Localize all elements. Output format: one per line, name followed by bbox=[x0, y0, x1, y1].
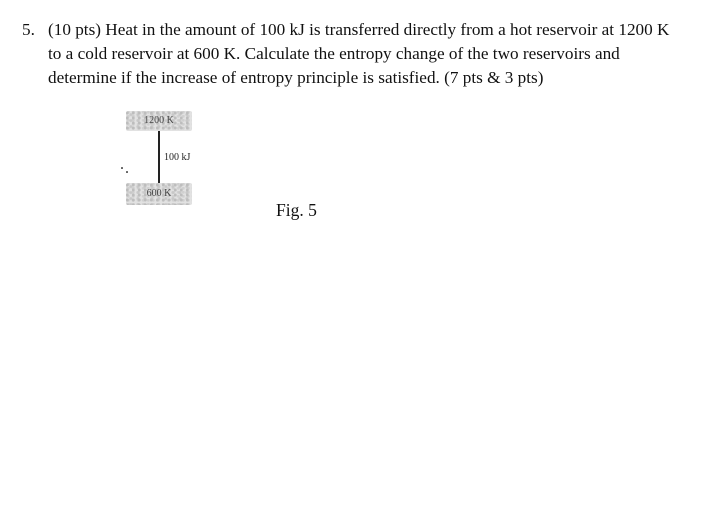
question-line-1: (10 pts) Heat in the amount of 100 kJ is transferred directly from a hot reservoir at 1200 K bbox=[48, 20, 670, 39]
hot-reservoir: 1200 K bbox=[126, 111, 192, 131]
scan-speck bbox=[121, 167, 123, 169]
reservoir-figure bbox=[118, 105, 208, 215]
scan-speck bbox=[126, 171, 128, 173]
question-number: 5. bbox=[22, 20, 35, 39]
figure-caption: Fig. 5 bbox=[276, 200, 317, 220]
question-body bbox=[22, 18, 682, 90]
heat-transfer-label: 100 kJ bbox=[164, 152, 191, 163]
question-line-2: to a cold reservoir at 600 K. Calculate the entropy change of the two reservoirs and bbox=[48, 44, 620, 63]
question-line-3: determine if the increase of entropy principle is satisfied. (7 pts & 3 pts) bbox=[48, 68, 544, 87]
cold-reservoir: 600 K bbox=[126, 183, 192, 205]
question-5 bbox=[22, 18, 682, 90]
heat-transfer-line bbox=[158, 131, 160, 183]
